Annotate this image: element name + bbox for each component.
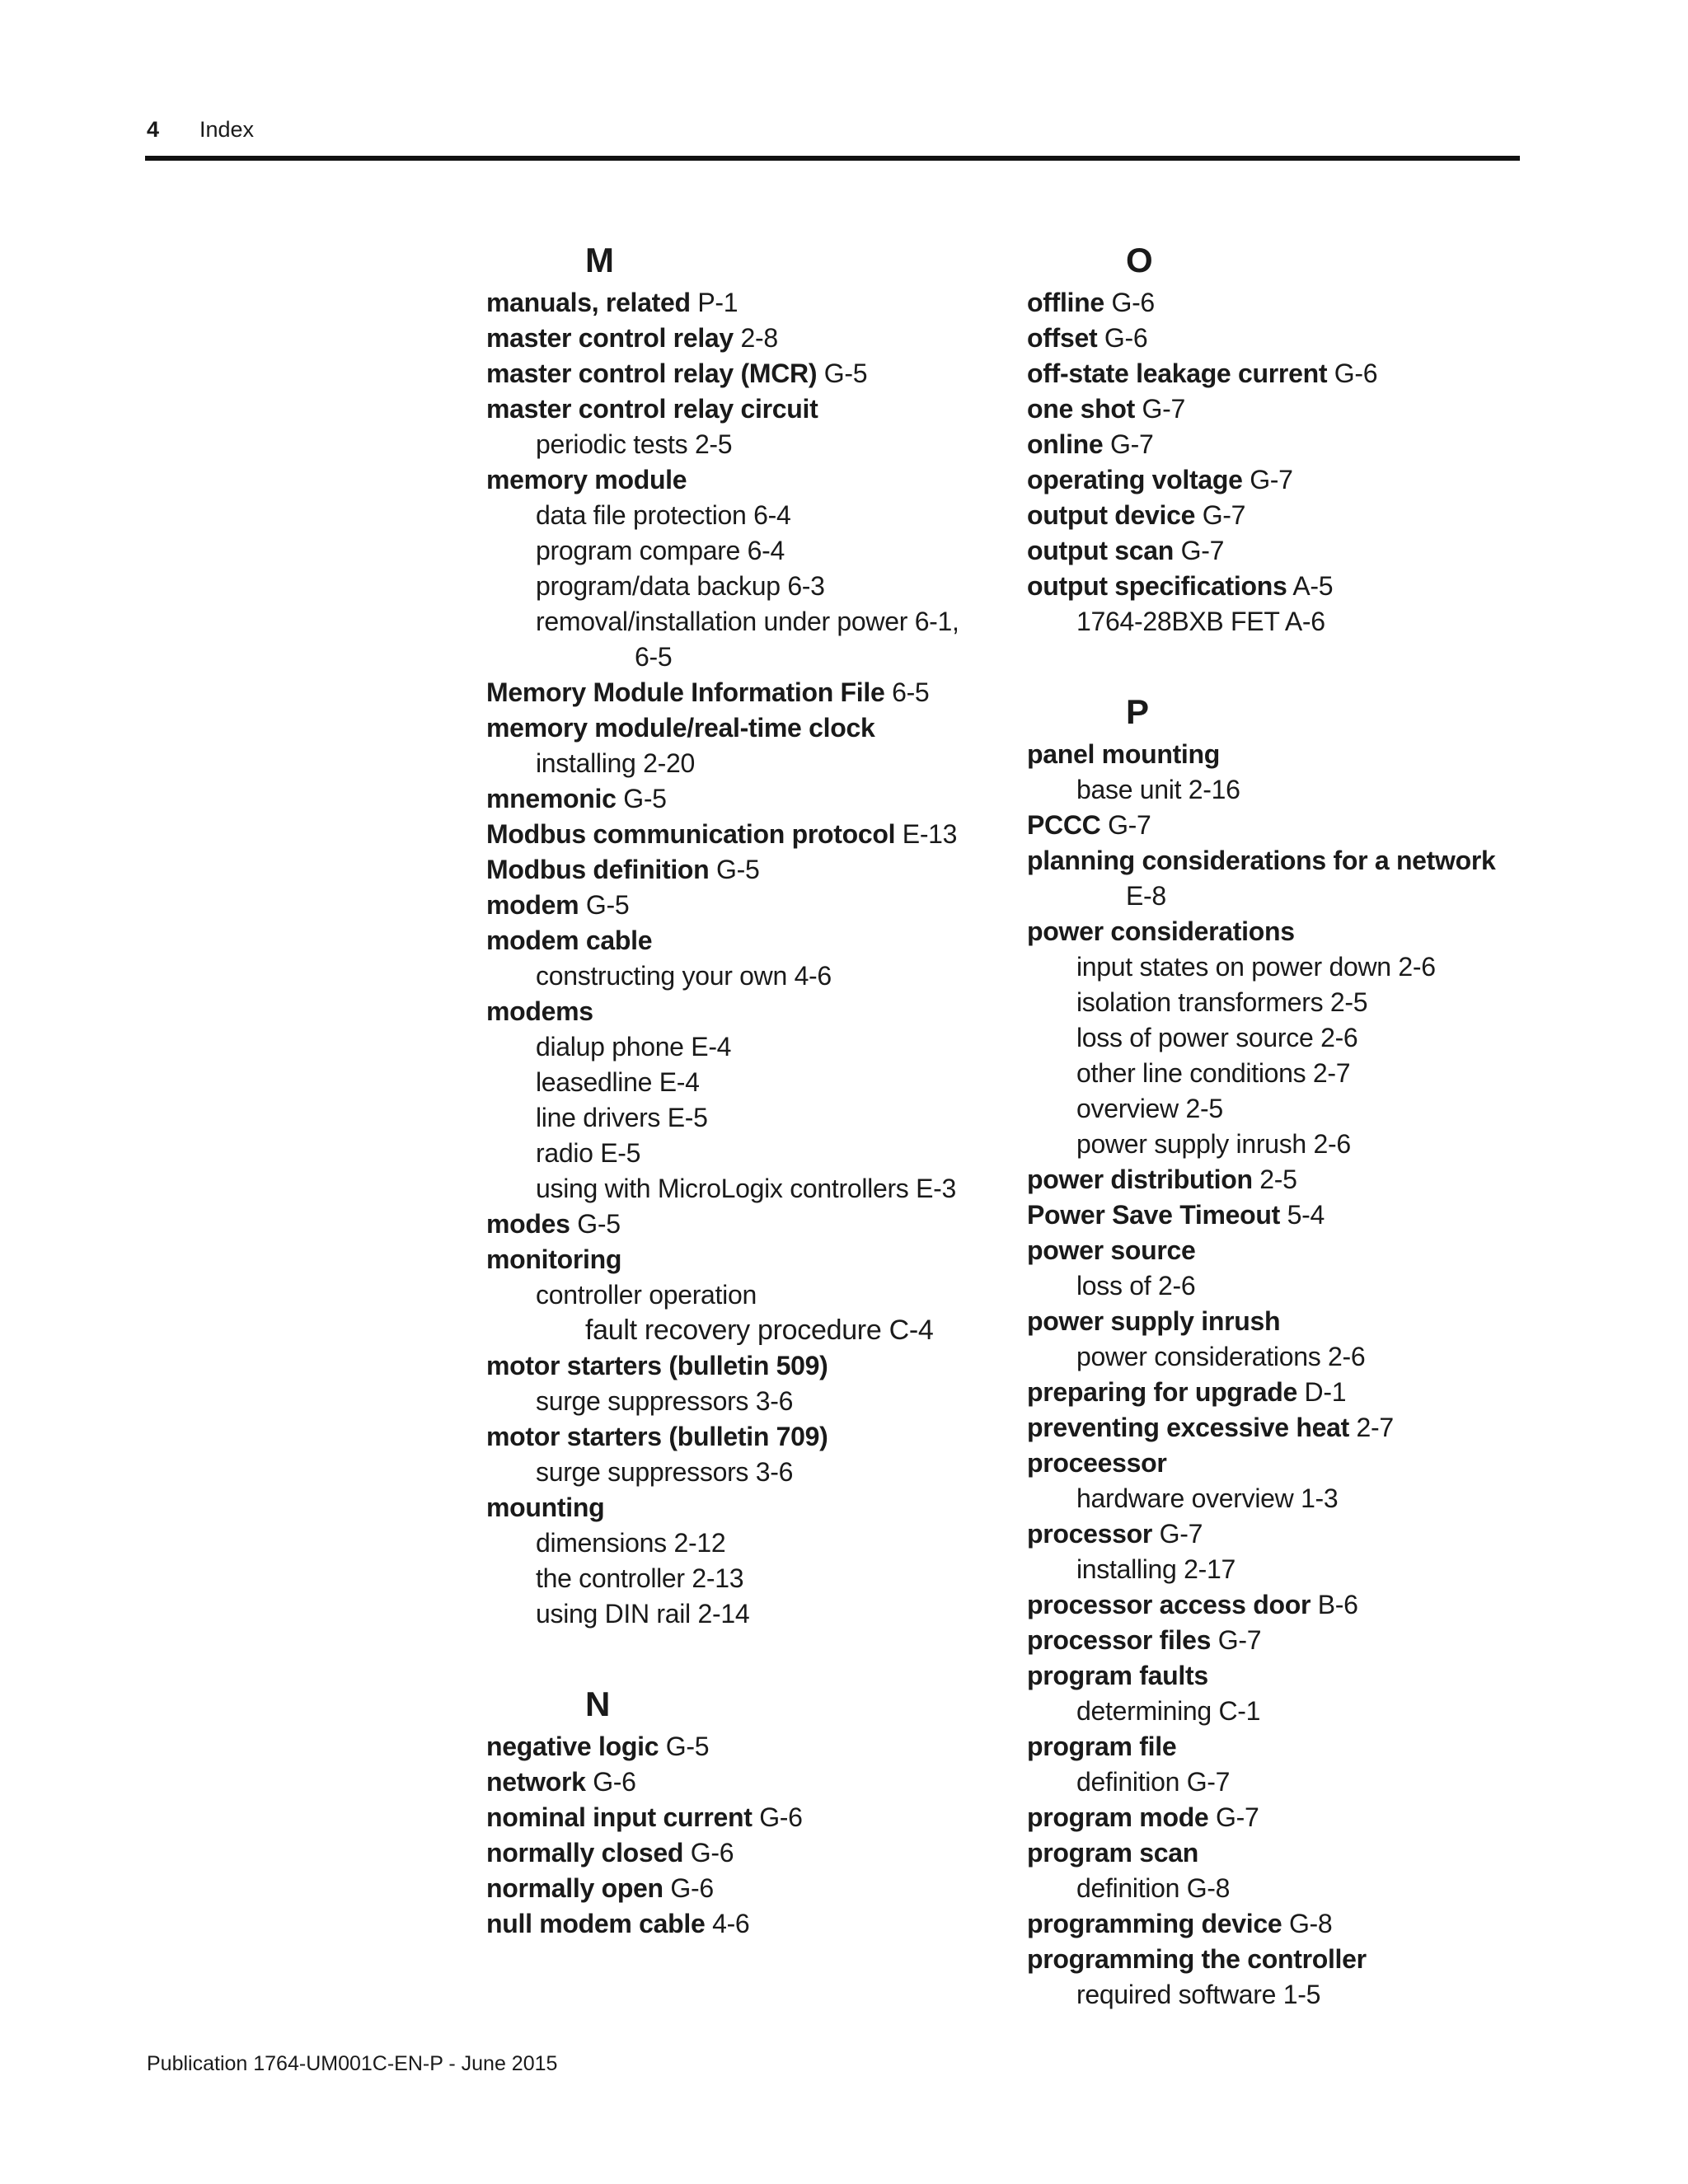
- index-subentry: [486, 569, 997, 604]
- index-subentry: [486, 1526, 997, 1561]
- entry-page-ref: 2-6: [1328, 1342, 1366, 1371]
- entry-term: PCCC: [1027, 810, 1101, 840]
- entry-page-ref: 2-14: [697, 1599, 750, 1629]
- entry-term: fault recovery procedure: [585, 1315, 882, 1346]
- index-subentry: [1027, 985, 1522, 1020]
- index-entry: [1027, 1304, 1522, 1339]
- entry-term: Power Save Timeout: [1027, 1200, 1281, 1230]
- entry-term: constructing your own: [536, 961, 787, 991]
- entry-term: output device: [1027, 500, 1196, 530]
- index-entry: [486, 1348, 997, 1384]
- entry-page-ref: 6-5: [892, 677, 930, 707]
- entry-page-ref: 4-6: [794, 961, 832, 991]
- entry-term: monitoring: [486, 1244, 622, 1274]
- index-subentry: [486, 533, 997, 569]
- entry-term: modem: [486, 890, 579, 920]
- entry-term: leasedline: [536, 1067, 653, 1097]
- entry-term: nominal input current: [486, 1802, 753, 1832]
- index-subentry: [1027, 1127, 1522, 1162]
- entry-term: planning considerations for a network: [1027, 846, 1496, 875]
- entry-term: modems: [486, 996, 593, 1026]
- entry-term: operating voltage: [1027, 465, 1243, 494]
- index-subentry: [1027, 1268, 1522, 1304]
- entry-page-ref: 2-17: [1184, 1554, 1236, 1584]
- entry-term: power distribution: [1027, 1165, 1253, 1194]
- entry-page-ref: 2-6: [1320, 1023, 1358, 1052]
- index-entry: [1027, 285, 1522, 321]
- entry-term: base unit: [1076, 775, 1182, 804]
- entry-term: negative logic: [486, 1732, 659, 1761]
- entry-term: removal/installation under power: [536, 607, 908, 636]
- section-o-entries: [1027, 285, 1522, 640]
- index-subentry: [486, 1029, 997, 1065]
- entry-term: programming device: [1027, 1909, 1282, 1938]
- entry-page-ref: G-6: [1104, 323, 1148, 353]
- index-subentry: [1027, 949, 1522, 985]
- entry-page-ref: D-1: [1304, 1377, 1347, 1407]
- entry-page-ref: 2-12: [673, 1528, 726, 1558]
- section-n-entries: [486, 1729, 997, 1942]
- index-subentry: [1027, 1481, 1522, 1516]
- entry-page-ref: 2-20: [643, 748, 695, 778]
- entry-page-ref: G-6: [759, 1802, 803, 1832]
- index-subentry: [486, 1100, 997, 1136]
- index-subentry: [486, 1455, 997, 1490]
- entry-page-ref: G-7: [1110, 429, 1154, 459]
- index-entry: [486, 321, 997, 356]
- entry-page-ref: G-8: [1288, 1909, 1333, 1938]
- index-entry: [1027, 391, 1522, 427]
- entry-page-ref: E-13: [902, 819, 958, 849]
- index-entry: [486, 391, 997, 427]
- index-subentry: [1027, 1339, 1522, 1375]
- index-entry: [486, 1871, 997, 1906]
- index-entry: [1027, 1587, 1522, 1623]
- entry-page-ref: 2-13: [692, 1563, 744, 1593]
- index-entry: [1027, 1835, 1522, 1871]
- index-entry: [486, 1906, 997, 1942]
- index-subentry: [1027, 772, 1522, 808]
- entry-term: data file protection: [536, 500, 747, 530]
- entry-term: modem cable: [486, 926, 653, 955]
- entry-term: motor starters (bulletin 509): [486, 1351, 828, 1380]
- entry-page-ref: C-1: [1218, 1696, 1261, 1726]
- index-subentry: [486, 1065, 997, 1100]
- section-m-entries: [486, 285, 997, 1632]
- entry-term: surge suppressors: [536, 1386, 749, 1416]
- index-entry: [486, 285, 997, 321]
- entry-term: installing: [536, 748, 636, 778]
- index-subentry: [486, 1277, 997, 1313]
- index-entry: [486, 1419, 997, 1455]
- page-number: 4: [147, 117, 160, 142]
- entry-term: Modbus communication protocol: [486, 819, 896, 849]
- entry-page-ref: G-5: [716, 855, 760, 884]
- entry-page-ref: 2-7: [1356, 1413, 1394, 1442]
- index-entry: [1027, 569, 1522, 604]
- entry-term: memory module: [486, 465, 687, 494]
- entry-page-ref: G-7: [1250, 465, 1293, 494]
- index-subentry: [486, 1171, 997, 1207]
- entry-term: installing: [1076, 1554, 1177, 1584]
- index-entry: [486, 356, 997, 391]
- section-letter-m: M: [585, 241, 614, 279]
- index-subentry: [1027, 1552, 1522, 1587]
- entry-page-ref: A-6: [1284, 607, 1325, 636]
- entry-page-ref: 2-6: [1313, 1129, 1351, 1159]
- index-subentry: [1027, 1056, 1522, 1091]
- index-subentry: [486, 958, 997, 994]
- entry-term: program/data backup: [536, 571, 781, 601]
- index-entry: [1027, 427, 1522, 462]
- entry-term: 1764-28BXB FET: [1076, 607, 1280, 636]
- entry-page-ref: E-4: [691, 1032, 732, 1062]
- index-subentry: [486, 1596, 997, 1632]
- entry-page-ref: G-6: [1334, 359, 1378, 388]
- entry-term: other line conditions: [1076, 1058, 1306, 1088]
- index-entry: [486, 781, 997, 817]
- entry-page-ref: 2-16: [1188, 775, 1240, 804]
- index-entry: [1027, 498, 1522, 533]
- entry-term: offline: [1027, 288, 1104, 317]
- index-subentry: [1027, 1765, 1522, 1800]
- index-column-left: [486, 236, 997, 1942]
- index-subentry: [486, 1561, 997, 1596]
- index-entry: [1027, 1162, 1522, 1197]
- entry-page-ref: G-5: [823, 359, 868, 388]
- index-entry: [1027, 808, 1522, 843]
- entry-term: output scan: [1027, 536, 1175, 565]
- entry-page-ref: 2-5: [694, 429, 733, 459]
- entry-page-ref: C-4: [889, 1315, 934, 1346]
- index-entry: [1027, 1800, 1522, 1835]
- index-entry: [1027, 462, 1522, 498]
- entry-term: proceessor: [1027, 1448, 1167, 1478]
- index-entry: [486, 710, 997, 746]
- entry-page-ref: 2-5: [1329, 987, 1368, 1017]
- entry-term: online: [1027, 429, 1104, 459]
- entry-term: determining: [1076, 1696, 1212, 1726]
- index-subentry: [1027, 604, 1522, 640]
- index-entry: [1027, 1375, 1522, 1410]
- header-title: Index: [199, 117, 255, 142]
- page-header: [147, 117, 255, 143]
- entry-term: null modem cable: [486, 1909, 706, 1938]
- entry-term: input states on power down: [1076, 952, 1391, 982]
- entry-page-ref: G-5: [585, 890, 630, 920]
- header-rule: [145, 156, 1520, 161]
- entry-page-ref: E-4: [659, 1067, 700, 1097]
- entry-page-ref: G-7: [1217, 1625, 1262, 1655]
- entry-term: one shot: [1027, 394, 1135, 424]
- index-entry: [1027, 914, 1522, 949]
- entry-term: processor access door: [1027, 1590, 1311, 1619]
- entry-page-ref: 2-6: [1398, 952, 1436, 982]
- entry-page-ref: G-7: [1108, 810, 1151, 840]
- index-subentry: [486, 1136, 997, 1171]
- entry-term: dialup phone: [536, 1032, 684, 1062]
- entry-term: manuals, related: [486, 288, 691, 317]
- index-entry: [1027, 1729, 1522, 1765]
- entry-term: power supply inrush: [1027, 1306, 1281, 1336]
- entry-term: loss of power source: [1076, 1023, 1314, 1052]
- entry-term: off-state leakage current: [1027, 359, 1328, 388]
- section-letter-p: P: [1126, 692, 1150, 731]
- entry-page-ref: B-6: [1317, 1590, 1358, 1619]
- entry-term: Modbus definition: [486, 855, 710, 884]
- entry-page-ref: G-7: [1142, 394, 1185, 424]
- entry-page-ref: G-6: [670, 1873, 714, 1903]
- entry-term: panel mounting: [1027, 739, 1221, 769]
- entry-term: line drivers: [536, 1103, 661, 1132]
- entry-page-ref: 2-7: [1312, 1058, 1351, 1088]
- entry-term: programming the controller: [1027, 1944, 1367, 1974]
- index-entry: [1027, 1233, 1522, 1268]
- entry-term: memory module/real-time clock: [486, 713, 875, 743]
- entry-page-ref: G-6: [690, 1838, 734, 1868]
- entry-page-ref: G-5: [665, 1732, 710, 1761]
- entry-term: hardware overview: [1076, 1483, 1294, 1513]
- index-entry: [1027, 1516, 1522, 1552]
- entry-term: definition: [1076, 1767, 1180, 1797]
- entry-term: using with MicroLogix controllers: [536, 1174, 909, 1203]
- entry-page-ref: G-6: [1111, 288, 1155, 317]
- entry-term: processor files: [1027, 1625, 1212, 1655]
- entry-page-ref: E-5: [600, 1138, 641, 1168]
- index-subentry: [486, 604, 997, 675]
- index-entry: [1027, 356, 1522, 391]
- entry-page-ref: 2-8: [740, 323, 778, 353]
- entry-term: preventing excessive heat: [1027, 1413, 1349, 1442]
- entry-term: master control relay: [486, 323, 734, 353]
- index-entry: [486, 462, 997, 498]
- index-entry: [1027, 737, 1522, 772]
- entry-page-ref: E-5: [667, 1103, 708, 1132]
- entry-term: program faults: [1027, 1661, 1208, 1690]
- entry-term: master control relay circuit: [486, 394, 818, 424]
- entry-page-ref: G-6: [593, 1767, 636, 1797]
- entry-term: power source: [1027, 1235, 1196, 1265]
- index-entry: [486, 817, 997, 852]
- index-entry: [486, 1242, 997, 1277]
- index-entry: [486, 675, 997, 710]
- entry-page-ref: G-5: [623, 784, 667, 813]
- entry-term: isolation transformers: [1076, 987, 1324, 1017]
- entry-page-ref: E-3: [916, 1174, 957, 1203]
- entry-page-ref: 1-5: [1282, 1980, 1321, 2009]
- entry-term: offset: [1027, 323, 1098, 353]
- index-entry: [1027, 533, 1522, 569]
- entry-term: definition: [1076, 1873, 1180, 1903]
- entry-term: using DIN rail: [536, 1599, 691, 1629]
- entry-term: power considerations: [1076, 1342, 1321, 1371]
- entry-page-ref: 3-6: [755, 1386, 794, 1416]
- entry-term: loss of: [1076, 1271, 1151, 1301]
- entry-term: surge suppressors: [536, 1457, 749, 1487]
- entry-page-ref: 6-1,: [914, 607, 959, 636]
- entry-page-ref: A-5: [1292, 571, 1334, 601]
- entry-page-ref: 6-4: [753, 500, 791, 530]
- entry-term: output specifications: [1027, 571, 1287, 601]
- entry-page-ref: 1-3: [1301, 1483, 1339, 1513]
- entry-term: controller operation: [536, 1280, 757, 1310]
- entry-page-ref: G-8: [1186, 1873, 1231, 1903]
- entry-page-ref-continued: 6-5: [635, 642, 673, 672]
- entry-page-ref: 3-6: [755, 1457, 794, 1487]
- entry-term: program scan: [1027, 1838, 1199, 1868]
- index-entry: [486, 888, 997, 923]
- index-entry: [486, 1800, 997, 1835]
- index-entry: [1027, 1410, 1522, 1446]
- index-subentry: [486, 498, 997, 533]
- index-entry: [486, 1490, 997, 1526]
- index-subentry: [1027, 1977, 1522, 2013]
- entry-term: mnemonic: [486, 784, 617, 813]
- entry-term: modes: [486, 1209, 570, 1239]
- index-entry: [486, 994, 997, 1029]
- index-entry: [1027, 843, 1522, 914]
- entry-term: program compare: [536, 536, 741, 565]
- entry-page-ref: 2-5: [1259, 1165, 1297, 1194]
- entry-page-ref: G-7: [1216, 1802, 1259, 1832]
- entry-page-ref: 4-6: [712, 1909, 750, 1938]
- index-entry: [1027, 1658, 1522, 1694]
- entry-page-ref: G-7: [1159, 1519, 1203, 1549]
- entry-page-ref: G-7: [1186, 1767, 1231, 1797]
- index-subentry: [1027, 1020, 1522, 1056]
- index-subentry: [486, 1384, 997, 1419]
- index-entry: [1027, 1906, 1522, 1942]
- entry-page-ref-continued: E-8: [1126, 881, 1166, 911]
- index-entry: [486, 1207, 997, 1242]
- index-entry: [1027, 1623, 1522, 1658]
- entry-term: radio: [536, 1138, 593, 1168]
- entry-term: normally open: [486, 1873, 663, 1903]
- entry-page-ref: 6-4: [747, 536, 785, 565]
- index-subentry: [486, 427, 997, 462]
- entry-term: the controller: [536, 1563, 685, 1593]
- index-subentry: [486, 1313, 997, 1348]
- index-column-right: [1027, 236, 1522, 2013]
- index-entry: [1027, 1446, 1522, 1481]
- entry-page-ref: 2-5: [1185, 1094, 1223, 1123]
- entry-term: program mode: [1027, 1802, 1209, 1832]
- index-entry: [1027, 1197, 1522, 1233]
- entry-term: power supply inrush: [1076, 1129, 1306, 1159]
- entry-term: network: [486, 1767, 586, 1797]
- index-entry: [1027, 321, 1522, 356]
- entry-term: program file: [1027, 1732, 1177, 1761]
- entry-term: dimensions: [536, 1528, 667, 1558]
- entry-term: preparing for upgrade: [1027, 1377, 1297, 1407]
- entry-term: required software: [1076, 1980, 1277, 2009]
- entry-term: master control relay (MCR): [486, 359, 818, 388]
- entry-term: power considerations: [1027, 916, 1295, 946]
- entry-page-ref: 2-6: [1157, 1271, 1196, 1301]
- entry-term: mounting: [486, 1493, 605, 1522]
- section-p-entries: [1027, 737, 1522, 2013]
- entry-term: periodic tests: [536, 429, 688, 459]
- entry-term: processor: [1027, 1519, 1153, 1549]
- section-letter-n: N: [585, 1685, 611, 1723]
- entry-page-ref: 5-4: [1287, 1200, 1325, 1230]
- index-entry: [486, 923, 997, 958]
- entry-page-ref: G-7: [1180, 536, 1225, 565]
- entry-term: overview: [1076, 1094, 1179, 1123]
- index-entry: [486, 1729, 997, 1765]
- publication-footer: Publication 1764-UM001C-EN-P - June 2015: [147, 2052, 558, 2075]
- entry-term: normally closed: [486, 1838, 684, 1868]
- entry-page-ref: P-1: [697, 288, 738, 317]
- index-subentry: [1027, 1091, 1522, 1127]
- entry-term: Memory Module Information File: [486, 677, 885, 707]
- entry-page-ref: G-5: [577, 1209, 621, 1239]
- index-entry: [1027, 1942, 1522, 1977]
- entry-page-ref: G-7: [1202, 500, 1246, 530]
- index-subentry: [1027, 1694, 1522, 1729]
- index-subentry: [486, 746, 997, 781]
- index-entry: [486, 1765, 997, 1800]
- index-subentry: [1027, 1871, 1522, 1906]
- index-entry: [486, 852, 997, 888]
- index-entry: [486, 1835, 997, 1871]
- entry-term: motor starters (bulletin 709): [486, 1422, 828, 1451]
- entry-page-ref: 6-3: [787, 571, 825, 601]
- section-letter-o: O: [1126, 241, 1153, 279]
